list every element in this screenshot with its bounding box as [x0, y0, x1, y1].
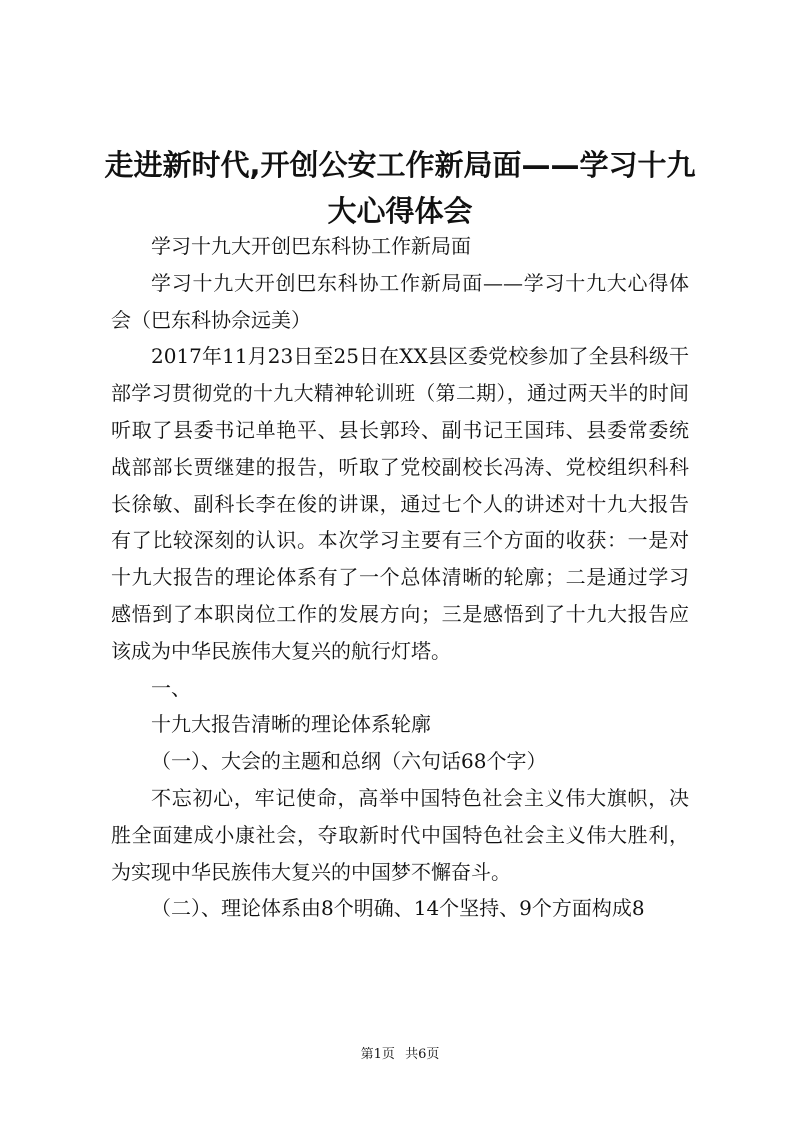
document-body: [111, 228, 689, 927]
paragraph-heading: 学习十九大开创巴东科协工作新局面——学习十九大心得体会（巴东科协佘远美）: [111, 270, 689, 332]
subsection-heading-1: （一）、大会的主题和总纲（六句话68个字）: [151, 749, 547, 774]
page-number: 第1页: [360, 1047, 395, 1062]
section-heading: 十九大报告清晰的理论体系轮廓: [151, 712, 431, 737]
section-number: 一、: [151, 675, 191, 700]
page-footer: [0, 1046, 800, 1064]
paragraph-theme: 不忘初心，牢记使命，高举中国特色社会主义伟大旗帜，决胜全面建成小康社会，夺取新时代中国特色社会主义伟大胜利，为实现中华民族伟大复兴的中国梦不懈奋斗。: [111, 785, 689, 884]
paragraph-subtitle: 学习十九大开创巴东科协工作新局面: [151, 234, 471, 258]
document-title: 走进新时代,开创公安工作新局面——学习十九大心得体会: [104, 148, 696, 228]
page-total: 共6页: [405, 1047, 440, 1062]
subsection-heading-2: （二）、理论体系由8个明确、14个坚持、9个方面构成8: [151, 896, 645, 921]
paragraph-intro: 2017年11月23日至25日在XX县区委党校参加了全县科级干部学习贯彻党的十九大精神轮训班（第二期），通过两天半的时间听取了县委书记单艳平、县长郭玲、副书记王国玮、县委常委统战部部长贾继建的报告，听取了党校副校长冯涛、党校组织科科长徐敏、副科长李在俊的讲课，通过七个人的讲述对十九大报告有了比较深刻的认识。本次学习主要有三个方面的收获：一是对十九大报告的理论体系有了一个总体清晰的轮廓；二是通过学习感悟到了本职岗位工作的发展方向；三是感悟到了十九大报告应该成为中华民族伟大复兴的航行灯塔。: [111, 344, 689, 663]
